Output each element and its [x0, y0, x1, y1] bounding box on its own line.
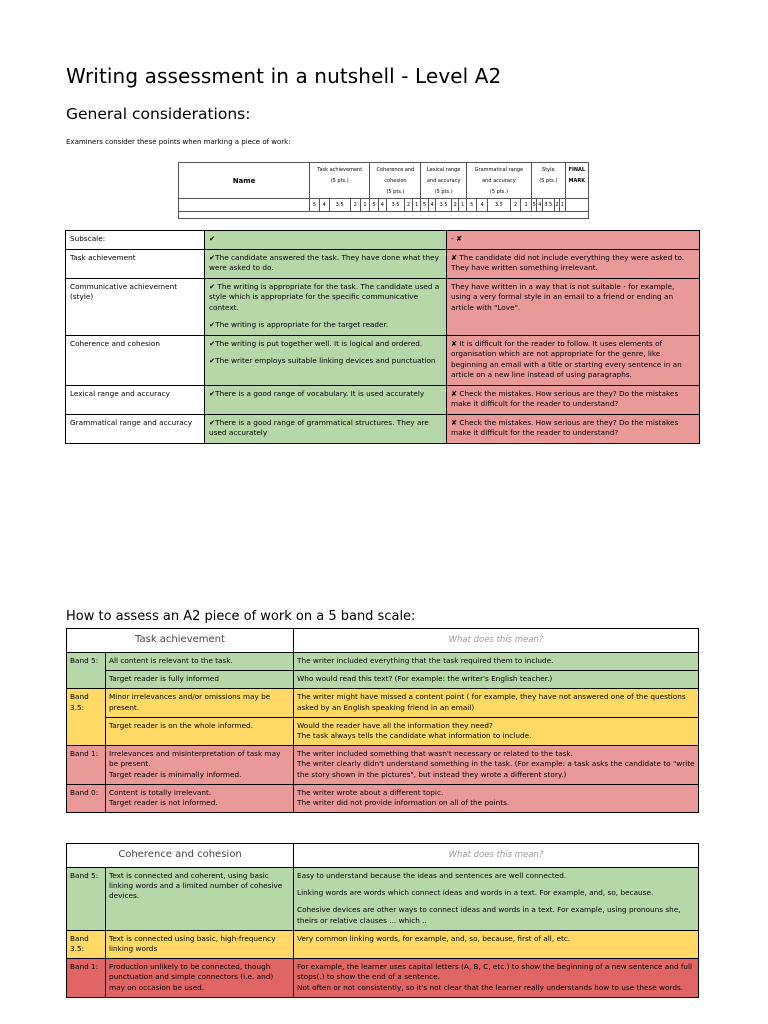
col-coherence: Coherence and cohesion (5 pts.) [370, 163, 421, 199]
subscale-bad: ✘ Check the mistakes. How serious are they? Do the mistakes make it difficult for the reader to understand? [447, 414, 700, 443]
subscale-header-good: ✔ [205, 231, 447, 250]
score-option[interactable]: 4 [477, 199, 488, 212]
name-cell[interactable] [179, 199, 310, 212]
subscale-good: ✔The candidate answered the task. They have done what they were asked to do. [205, 249, 447, 278]
score-option[interactable]: 2 [510, 199, 521, 212]
band-descriptor: Production unlikely to be connected, though punctuation and simple connectors (i.e. and) may on occasion be used. [106, 959, 294, 998]
band-meaning: Easy to understand because the ideas and sentences are well connected. Linking words are words which connect ideas and words in a text. For example, and, so, because. Cohesive devices are other ways to connect ideas and words in a text. For example, using pronouns she, theirs or relative clauses ... which .. [294, 868, 699, 931]
subscale-label: Coherence and cohesion [66, 335, 205, 385]
score-option[interactable]: 4 [537, 199, 543, 212]
score-option[interactable]: 3.5 [329, 199, 350, 212]
final-mark-cell[interactable] [565, 199, 588, 212]
band-descriptor: Text is connected and coherent, using basic linking words and a limited number of cohesive devices. [106, 868, 294, 931]
coherence-band-table [66, 843, 699, 998]
score-option[interactable]: 5 [370, 199, 378, 212]
task-table-meaning-header: What does this mean? [294, 629, 699, 653]
name-header: Name [179, 163, 310, 199]
band-label: Band 0: [67, 784, 106, 812]
subscale-good: ✔The writing is put together well. It is logical and ordered. ✔The writer employs suitable linking devices and punctuation [205, 335, 447, 385]
score-option[interactable]: 1 [521, 199, 532, 212]
subscale-label: Communicative achievement (style) [66, 278, 205, 335]
band-meaning: For example, the learner uses capital letters (A, B, C, etc.) to show the beginning of a new sentence and full stops(.) to show the end of a sentence. Not often or not consistently, so it's not clear that the learner really understands how to use these words. [294, 959, 699, 998]
col-grammatical: Grammatical range and accuracy (5 pts.) [466, 163, 531, 199]
section-heading-general: General considerations: [66, 105, 251, 123]
subscale-good: ✔There is a good range of grammatical structures. They are used accurately [205, 414, 447, 443]
band-label: Band 1: [67, 959, 106, 998]
band-descriptor: Content is totally irrelevant. Target reader is not informed. [106, 784, 294, 812]
score-option[interactable]: 1 [560, 199, 566, 212]
score-option[interactable]: 5 [421, 199, 428, 212]
score-option[interactable]: 4 [378, 199, 386, 212]
subscale-good: ✔ The writing is appropriate for the task. The candidate used a style which is appropriate for the specific communicative context. ✔The writing is appropriate for the target reader. [205, 278, 447, 335]
subscale-header-bad: - ✘ [447, 231, 700, 250]
band-descriptor: Target reader is fully informed [106, 671, 294, 689]
score-option[interactable]: 5 [466, 199, 477, 212]
band-descriptor: Minor irrelevances and/or omissions may be present. [106, 689, 294, 717]
score-option[interactable]: 1 [413, 199, 421, 212]
score-option[interactable]: 2 [350, 199, 360, 212]
band-meaning: Would the reader have all the information they need? The task always tells the candidate what information to include. [294, 717, 699, 745]
page-title: Writing assessment in a nutshell - Level A2 [66, 64, 502, 88]
score-option[interactable]: 3.5 [436, 199, 452, 212]
col-style: Style (5 pts.) [531, 163, 565, 199]
score-option[interactable]: 3.5 [488, 199, 511, 212]
subscale-label: Grammatical range and accuracy [66, 414, 205, 443]
col-lexical: Lexical range and accuracy (5 pts.) [421, 163, 466, 199]
score-option[interactable]: 4 [428, 199, 435, 212]
coherence-table-meaning-header: What does this mean? [294, 844, 699, 868]
band-descriptor: All content is relevant to the task. [106, 653, 294, 671]
band-meaning: The writer might have missed a content point ( for example, they have not answered one of the questions asked by an English speaking friend in an email) [294, 689, 699, 717]
score-option[interactable]: 3.5 [387, 199, 405, 212]
band-label: Band 5: [67, 868, 106, 931]
band-meaning: The writer included everything that the task required them to include. [294, 653, 699, 671]
subscale-label: Lexical range and accuracy [66, 385, 205, 414]
band-label: Band 1: [67, 746, 106, 785]
band-meaning: The writer wrote about a different topic. The writer did not provide information on all of the points. [294, 784, 699, 812]
subscale-table [65, 230, 700, 444]
band-meaning: Very common linking words, for example, and, so, because, first of all, etc. [294, 930, 699, 958]
score-option[interactable]: 5 [531, 199, 537, 212]
coherence-table-title: Coherence and cohesion [67, 844, 294, 868]
subscale-bad: ✘ Check the mistakes. How serious are they? Do the mistakes make it difficult for the reader to understand? [447, 385, 700, 414]
band-label: Band 3.5: [67, 689, 106, 746]
subscale-label: Task achievement [66, 249, 205, 278]
subscale-bad: They have written in a way that is not suitable - for example, using a very formal style in an email to a friend or ending an article with "Love". [447, 278, 700, 335]
task-table-title: Task achievement [67, 629, 294, 653]
score-option[interactable]: 1 [459, 199, 466, 212]
score-option[interactable]: 1 [360, 199, 370, 212]
task-achievement-band-table [66, 628, 699, 813]
score-option[interactable]: 5 [310, 199, 320, 212]
score-option[interactable]: 3.5 [542, 199, 554, 212]
band-label: Band 5: [67, 653, 106, 689]
col-task-achievement: Task achievement (5 pts.) [310, 163, 370, 199]
intro-text: Examiners consider these points when marking a piece of work: [66, 138, 291, 146]
mark-sheet-table [178, 162, 589, 219]
subscale-header-label: Subscale: [66, 231, 205, 250]
band-descriptor: Target reader is on the whole informed. [106, 717, 294, 745]
score-option[interactable]: 4 [319, 199, 329, 212]
band-descriptor: Text is connected using basic, high-frequency linking words [106, 930, 294, 958]
subscale-good: ✔There is a good range of vocabulary. It is used accurately [205, 385, 447, 414]
blank-row [179, 212, 589, 219]
score-option[interactable]: 2 [404, 199, 412, 212]
subscale-bad: ✘ It is difficult for the reader to follow. It uses elements of organisation which are not appropriate for the genre, like beginning an email with a title or starting every sentence in an article on a new line instead of using paragraphs. [447, 335, 700, 385]
band-meaning: Who would read this text? (For example: the writer's English teacher.) [294, 671, 699, 689]
section-heading-band-scale: How to assess an A2 piece of work on a 5 band scale: [66, 609, 416, 624]
subscale-bad: ✘ The candidate did not include everything they were asked to. They have written something irrelevant. [447, 249, 700, 278]
band-descriptor: Irrelevances and misinterpretation of task may be present. Target reader is minimally informed. [106, 746, 294, 785]
col-final-mark: FINAL MARK [565, 163, 588, 199]
band-meaning: The writer included something that wasn't necessary or related to the task. The writer clearly didn't understand something in the task. (For example: a task asks the candidate to "write the story shown in the pictures", but instead they wrote a different story.) [294, 746, 699, 785]
band-label: Band 3.5: [67, 930, 106, 958]
score-option[interactable]: 2 [554, 199, 560, 212]
score-option[interactable]: 2 [452, 199, 459, 212]
